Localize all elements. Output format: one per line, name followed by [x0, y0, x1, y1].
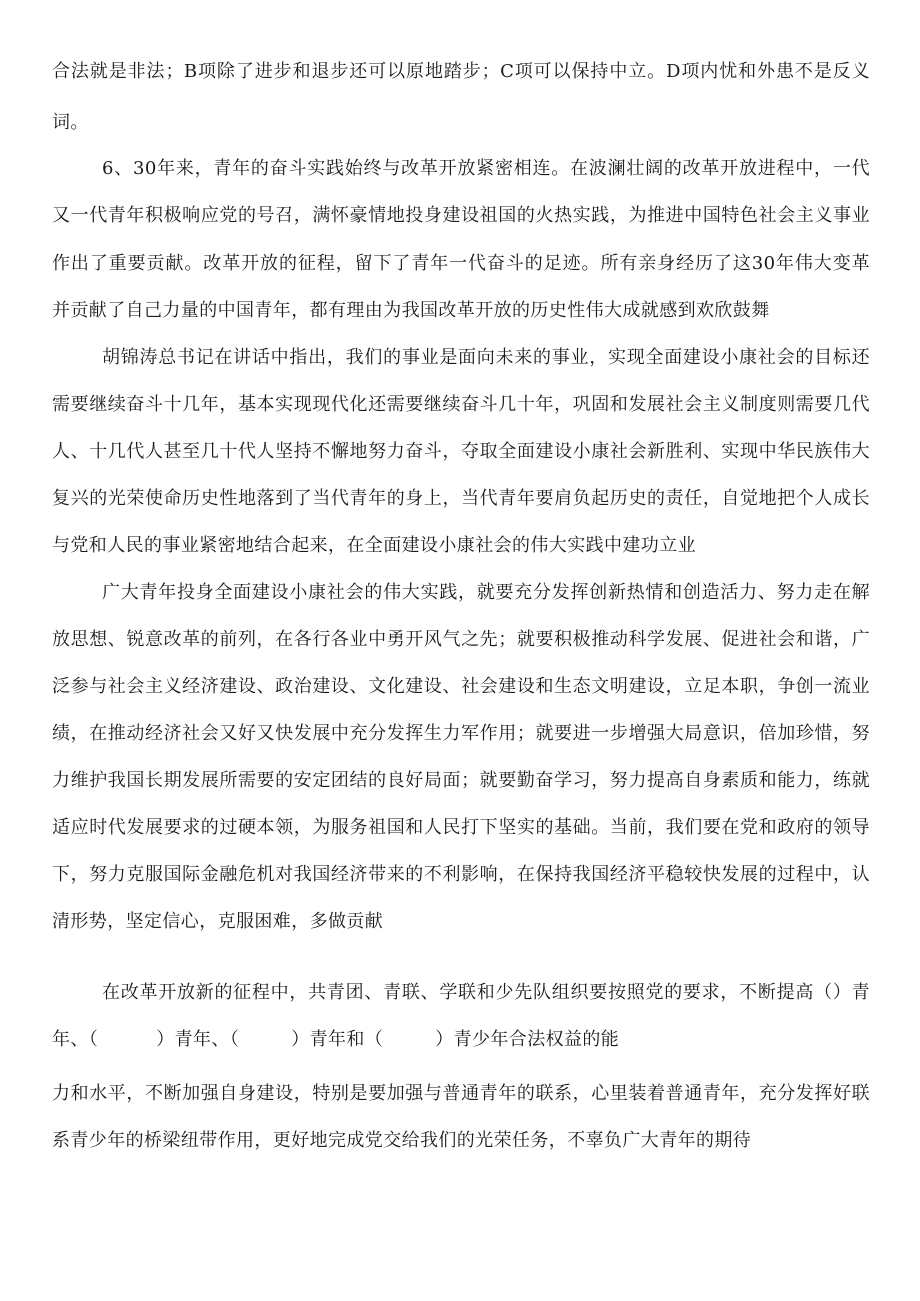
paragraph-1-line-2: 又一代青年积极响应党的号召，满怀豪情地投身建设祖国的火热实践，为推进中国特色社会主义事业 [52, 205, 870, 226]
paragraph-3-line-4: 绩，在推动经济社会又好又快发展中充分发挥生力军作用；就要进一步增强大局意识，倍加珍惜，努 [52, 723, 870, 744]
paragraph-3-line-7: 下，努力克服国际金融危机对我国经济带来的不利影响，在保持我国经济平稳较快发展的过程中，认 [52, 864, 870, 885]
paragraph-2-line-4: 复兴的光荣使命历史性地落到了当代青年的身上，当代青年要肩负起历史的责任，自觉地把个人成长 [52, 488, 870, 509]
paragraph-3-line-1: 广大青年投身全面建设小康社会的伟大实践，就要充分发挥创新热情和创造活力、努力走在解 [102, 582, 870, 603]
paragraph-4-line-4: 系青少年的桥梁纽带作用，更好地完成党交给我们的光荣任务，不辜负广大青年的期待 [52, 1130, 752, 1151]
paragraph-0-line-2: 词。 [52, 112, 89, 133]
paragraph-3-line-6: 适应时代发展要求的过硬本领，为服务祖国和人民打下坚实的基础。当前，我们要在党和政府的领导 [52, 817, 870, 838]
fill-blank-text-2: ）青年、（ [156, 1029, 240, 1050]
paragraph-4-line-1: 在改革开放新的征程中，共青团、青联、学联和少先队组织要按照党的要求，不断提高（）青 [102, 982, 870, 1003]
paragraph-1-line-4: 并贡献了自己力量的中国青年，都有理由为我国改革开放的历史性伟大成就感到欢欣鼓舞 [52, 300, 770, 321]
paragraph-2-line-2: 需要继续奋斗十几年，基本实现现代化还需要继续奋斗几十年，巩固和发展社会主义制度则需要几代 [52, 394, 870, 415]
paragraph-3-line-2: 放思想、锐意改革的前列，在各行各业中勇开风气之先；就要积极推动科学发展、促进社会和谐，广 [52, 629, 870, 650]
paragraph-3-line-8: 清形势，坚定信心，克服困难，多做贡献 [52, 911, 384, 932]
paragraph-3-line-5: 力维护我国长期发展所需要的安定团结的良好局面；就要勤奋学习，努力提高自身素质和能力，练就 [52, 770, 870, 791]
paragraph-2-line-1: 胡锦涛总书记在讲话中指出，我们的事业是面向未来的事业，实现全面建设小康社会的目标还 [102, 347, 870, 368]
fill-blank-text-3: ）青年和（ [291, 1029, 384, 1050]
fill-blank-text-4: ）青少年合法权益的能 [435, 1029, 620, 1050]
paragraph-4-line-3: 力和水平，不断加强自身建设，特别是要加强与普通青年的联系，心里装着普通青年，充分发挥好联 [52, 1083, 870, 1104]
paragraph-4-line-2 [52, 1028, 870, 1052]
paragraph-1-line-3: 作出了重要贡献。改革开放的征程，留下了青年一代奋斗的足迹。所有亲身经历了这30年伟大变革 [52, 253, 870, 274]
paragraph-2-line-5: 与党和人民的事业紧密地结合起来，在全面建设小康社会的伟大实践中建功立业 [52, 535, 696, 556]
fill-blank-text-1: 年、（ [52, 1029, 99, 1050]
paragraph-0-line-1: 合法就是非法；B项除了进步和退步还可以原地踏步；C项可以保持中立。D项内忧和外患不是反义 [52, 61, 870, 82]
paragraph-2-line-3: 人、十几代人甚至几十代人坚持不懈地努力奋斗，夺取全面建设小康社会新胜利、实现中华民族伟大 [52, 441, 870, 462]
paragraph-3-line-3: 泛参与社会主义经济建设、政治建设、文化建设、社会建设和生态文明建设，立足本职，争创一流业 [52, 676, 870, 697]
paragraph-1-line-1: 6、30年来，青年的奋斗实践始终与改革开放紧密相连。在波澜壮阔的改革开放进程中，一代 [102, 158, 870, 179]
